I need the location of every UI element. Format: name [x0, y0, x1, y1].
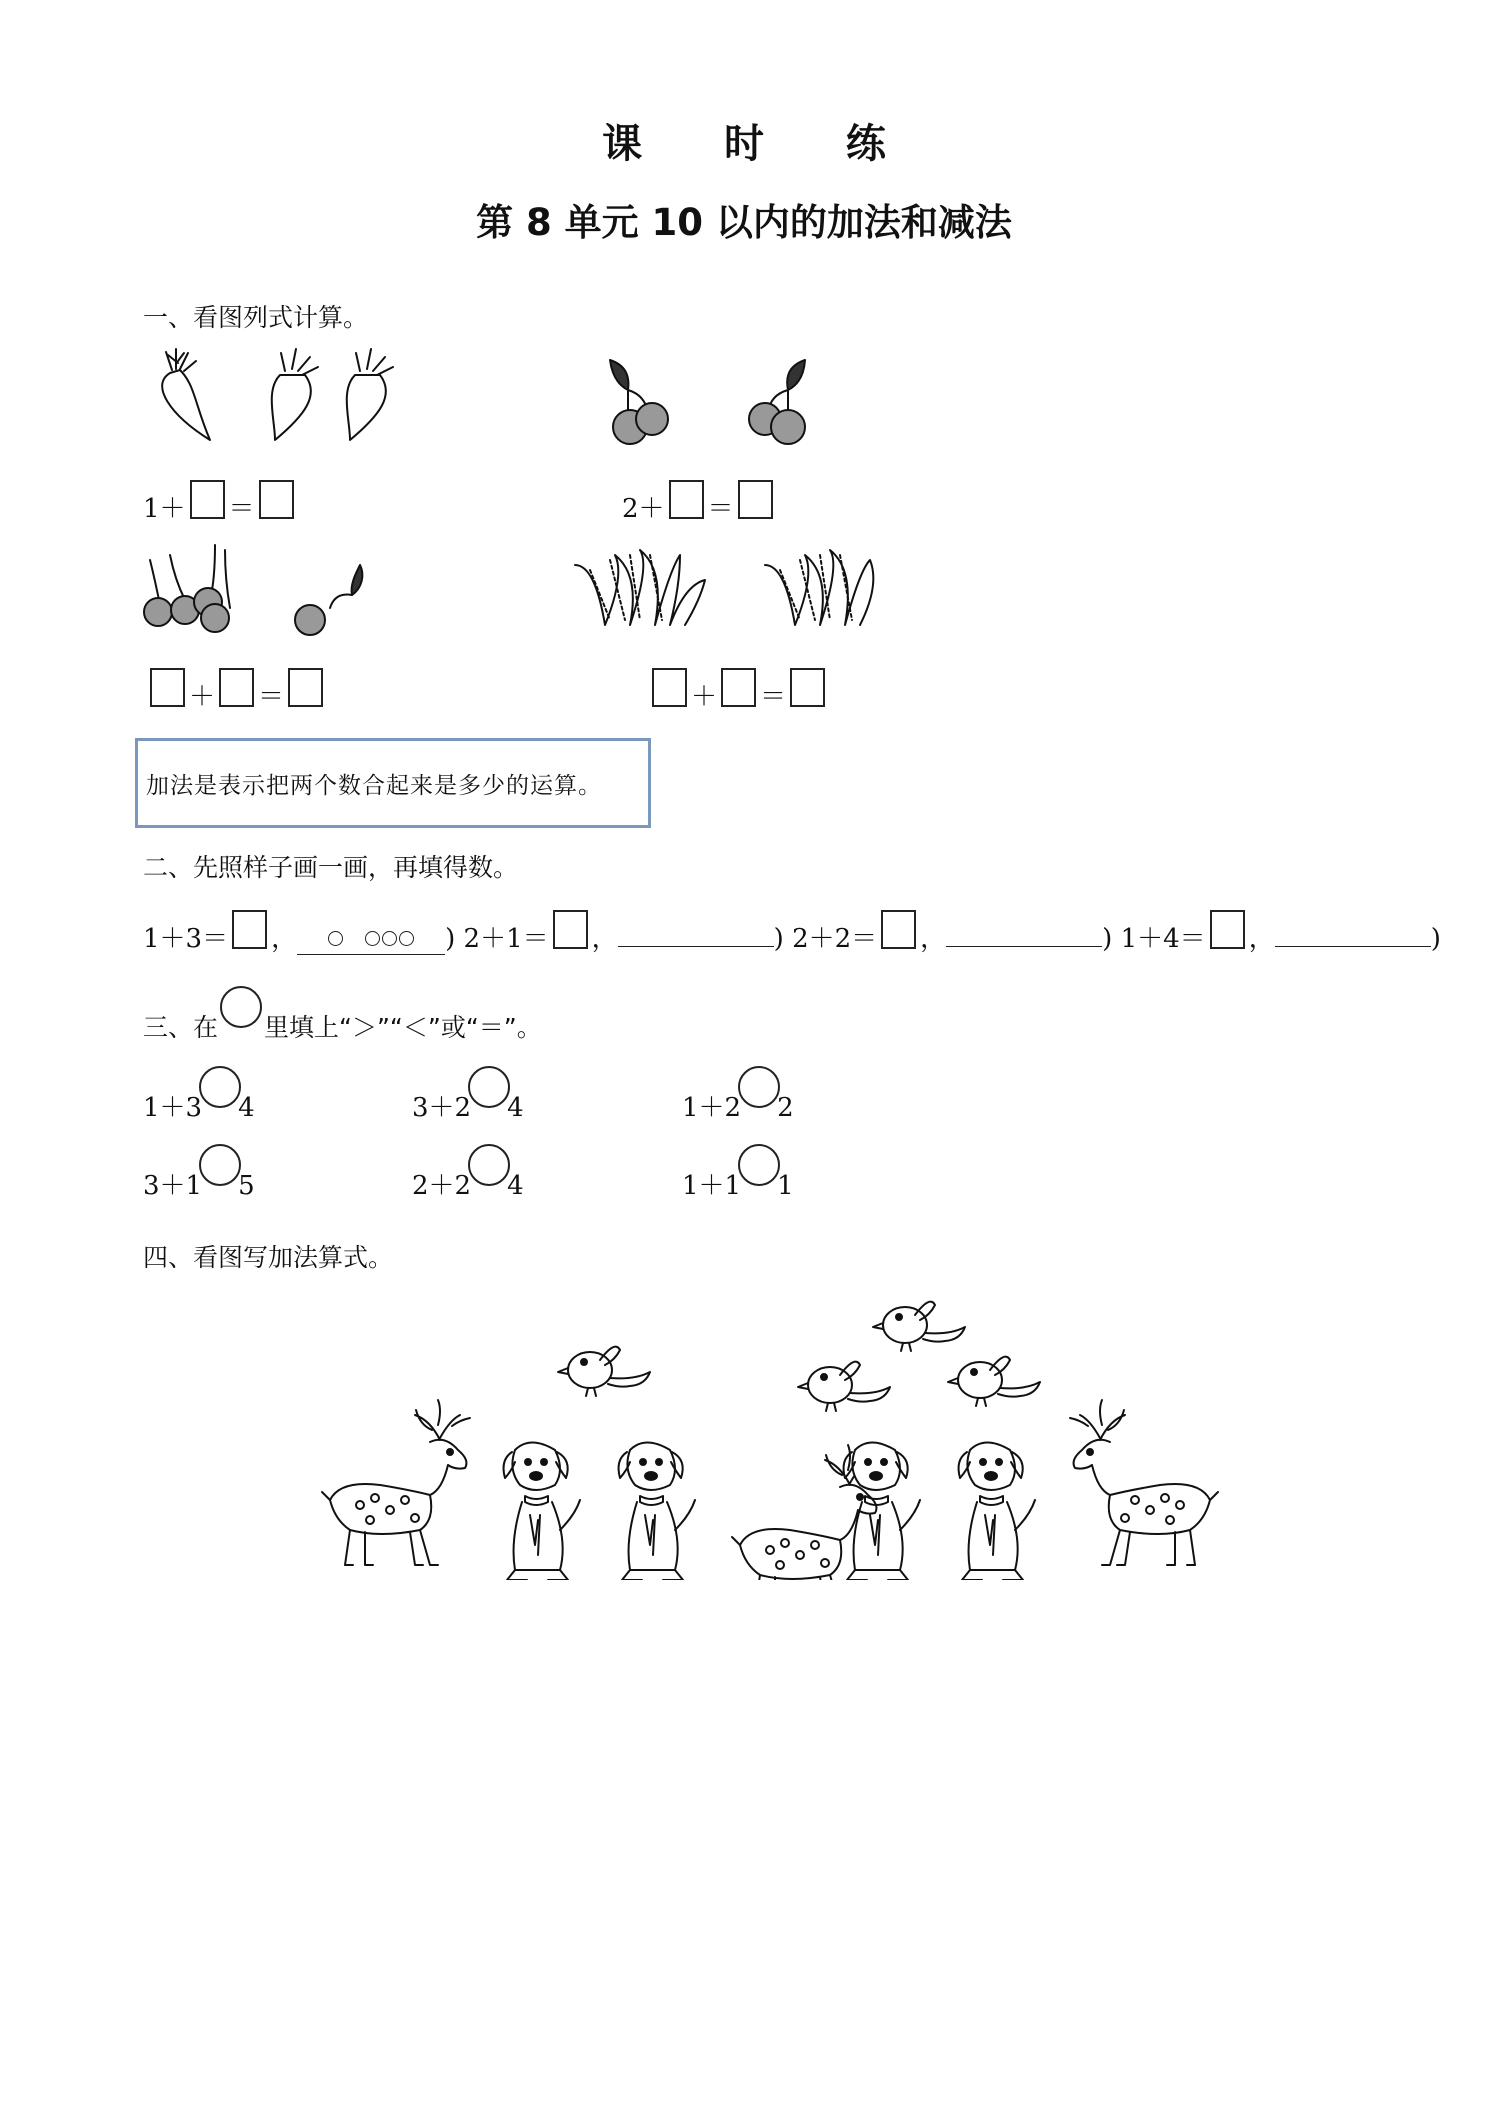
comma: ， — [1248, 924, 1275, 954]
expr-4: 1＋4＝ — [1120, 924, 1206, 954]
answer-box[interactable] — [790, 668, 825, 707]
comma: ， — [920, 924, 947, 954]
equals-sign: ＝ — [228, 494, 255, 524]
drawing-blank[interactable] — [1275, 945, 1431, 947]
answer-box[interactable] — [150, 668, 185, 707]
close-paren: ) — [445, 924, 456, 954]
close-paren: ) — [1430, 924, 1441, 954]
expr-3: 2＋2＝ — [792, 924, 878, 954]
section2-heading: 二、先照样子画一画，再填得数。 — [143, 853, 519, 882]
comma: ， — [271, 924, 298, 954]
circle-icon — [399, 931, 414, 946]
compare-item: 1＋1 1 — [682, 1144, 794, 1202]
definition-text: 加法是表示把两个数合起来是多少的运算。 — [146, 773, 602, 799]
answer-box[interactable] — [881, 910, 916, 949]
page-title: 课 时 练 — [602, 121, 920, 167]
expr-1: 1＋3＝ — [143, 924, 229, 954]
comma: ， — [591, 924, 618, 954]
close-paren: ) — [773, 924, 784, 954]
plus-sign: ＋ — [189, 682, 216, 712]
corn-illustration — [570, 545, 890, 635]
equals-sign: ＝ — [258, 682, 285, 712]
circle-icon — [328, 931, 343, 946]
compare-circle[interactable] — [468, 1144, 510, 1186]
circle-icon — [220, 986, 262, 1028]
compare-circle[interactable] — [468, 1066, 510, 1108]
animals-illustration — [300, 1280, 1240, 1580]
answer-box[interactable] — [652, 668, 687, 707]
eq1-addend: 1＋ — [143, 494, 186, 524]
section4-heading: 四、看图写加法算式。 — [143, 1243, 394, 1272]
drawing-blank-example — [297, 924, 445, 955]
equals-sign: ＝ — [707, 494, 734, 524]
drawing-blank[interactable] — [618, 945, 774, 947]
radish-illustration — [140, 345, 440, 445]
compare-circle[interactable] — [199, 1144, 241, 1186]
unit-subtitle: 第 8 单元 10 以内的加法和减法 — [476, 201, 1012, 244]
compare-item: 2＋2 4 — [412, 1144, 524, 1202]
definition-note — [135, 738, 651, 828]
answer-box[interactable] — [288, 668, 323, 707]
cherry-group-illustration — [140, 540, 380, 640]
close-paren: ) — [1102, 924, 1113, 954]
drawing-blank[interactable] — [946, 945, 1102, 947]
answer-box[interactable] — [219, 668, 254, 707]
compare-item: 1＋3 4 — [143, 1066, 255, 1124]
answer-box[interactable] — [738, 480, 773, 519]
plus-sign: ＋ — [691, 682, 718, 712]
equals-sign: ＝ — [760, 682, 787, 712]
circle-icon — [365, 931, 380, 946]
answer-box[interactable] — [669, 480, 704, 519]
cherry-illustration — [600, 355, 830, 450]
compare-circle[interactable] — [199, 1066, 241, 1108]
answer-box[interactable] — [190, 480, 225, 519]
expr-2: 2＋1＝ — [463, 924, 549, 954]
compare-item: 1＋2 2 — [682, 1066, 794, 1124]
answer-box[interactable] — [232, 910, 267, 949]
answer-box[interactable] — [259, 480, 294, 519]
circle-icon — [382, 931, 397, 946]
eq2-addend: 2＋ — [622, 494, 665, 524]
section2-row — [143, 910, 1441, 955]
section3-heading: 三、在 里填上“＞”“＜”或“＝”。 — [143, 986, 542, 1044]
section1-heading: 一、看图列式计算。 — [143, 303, 369, 332]
answer-box[interactable] — [553, 910, 588, 949]
compare-circle[interactable] — [738, 1066, 780, 1108]
compare-item: 3＋1 5 — [143, 1144, 255, 1202]
compare-circle[interactable] — [738, 1144, 780, 1186]
answer-box[interactable] — [1210, 910, 1245, 949]
compare-item: 3＋2 4 — [412, 1066, 524, 1124]
answer-box[interactable] — [721, 668, 756, 707]
